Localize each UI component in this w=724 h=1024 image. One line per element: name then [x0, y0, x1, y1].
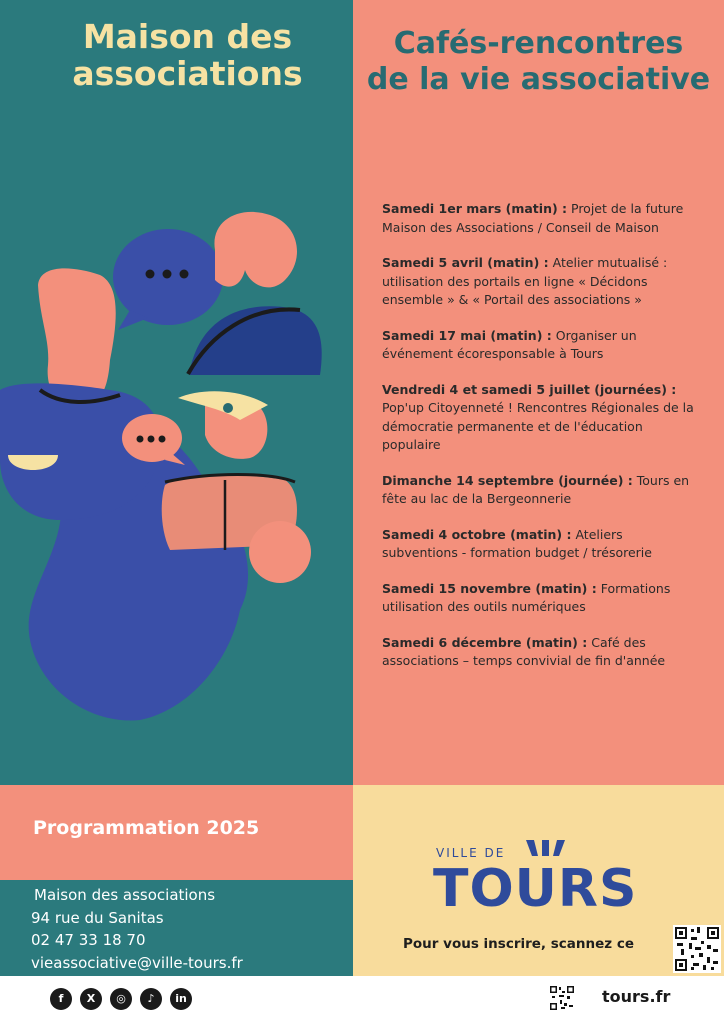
website-link[interactable]: tours.fr: [602, 987, 671, 1006]
event-date: Samedi 17 mai (matin) :: [382, 327, 552, 343]
tiktok-icon[interactable]: ♪: [140, 988, 162, 1010]
event-date: Dimanche 14 septembre (journée) :: [382, 472, 633, 488]
event-text: Atelier mutualisé : utilisation des portails en ligne « Décidons ensemble » & « Portail des associations »: [382, 255, 668, 307]
contact-phone[interactable]: 02 47 33 18 70: [31, 931, 146, 949]
event-text: Projet de la future Maison des Associations / Conseil de Maison: [382, 201, 684, 235]
logo-ville-de: VILLE DE: [436, 846, 506, 860]
qr-code-large[interactable]: [673, 925, 721, 973]
illustration: [0, 190, 353, 730]
event-text: Tours en fête au lac de la Bergeonnerie: [382, 472, 690, 506]
right-title-line2: de la vie associative: [366, 62, 711, 97]
event-date: Samedi 1er mars (matin) :: [382, 201, 568, 216]
salmon-circle: [249, 521, 311, 583]
instagram-icon[interactable]: ◎: [110, 988, 132, 1010]
event-text: Café des associations – temps convivial de fin d'année: [382, 634, 666, 668]
right-title: [353, 26, 724, 98]
event-date: Vendredi 4 et samedi 5 juillet (journées) :: [382, 381, 677, 397]
contact-email[interactable]: vieassociative@ville-tours.fr: [31, 953, 243, 972]
right-title-line1: Cafés-rencontres: [393, 26, 684, 61]
contact-block: [31, 884, 243, 974]
event-item: [382, 634, 702, 671]
qr-code-small[interactable]: [549, 985, 575, 1011]
scan-instructions: Pour vous inscrire, scannez ce: [403, 936, 635, 952]
event-date: Samedi 5 avril (matin) :: [382, 255, 549, 270]
logo-tours: TOURS: [433, 859, 638, 919]
event-item: [382, 580, 702, 617]
event-date: Samedi 15 novembre (matin) :: [382, 580, 597, 596]
event-item: [382, 526, 702, 563]
event-text: Ateliers subventions - formation budget / trésorerie: [382, 526, 652, 560]
left-title-line1: Maison des: [82, 17, 293, 56]
event-item: [382, 200, 702, 237]
left-title-line2: associations: [72, 54, 303, 93]
contact-name: Maison des associations: [34, 886, 216, 904]
event-item: [382, 327, 702, 364]
event-list: [382, 200, 702, 688]
contact-address: 94 rue du Sanitas: [31, 908, 164, 927]
programmation-label: Programmation 2025: [33, 817, 260, 839]
event-item: [382, 254, 702, 310]
event-text: Organiser un événement écoresponsable à Tours: [382, 327, 637, 361]
event-date: Samedi 6 décembre (matin) :: [382, 634, 588, 650]
x-icon[interactable]: X: [80, 988, 102, 1010]
event-item: [382, 472, 702, 509]
event-item: [382, 381, 702, 455]
event-text: Formations utilisation des outils numériques: [382, 580, 671, 614]
left-title: [10, 18, 365, 92]
event-text: Pop'up Citoyenneté ! Rencontres Régionales de la démocratie permanente et de l'éducation populaire: [382, 400, 694, 452]
speech-bubble-salmon: [214, 212, 297, 288]
linkedin-icon[interactable]: in: [170, 988, 192, 1010]
facebook-icon[interactable]: f: [50, 988, 72, 1010]
event-date: Samedi 4 octobre (matin) :: [382, 526, 572, 542]
